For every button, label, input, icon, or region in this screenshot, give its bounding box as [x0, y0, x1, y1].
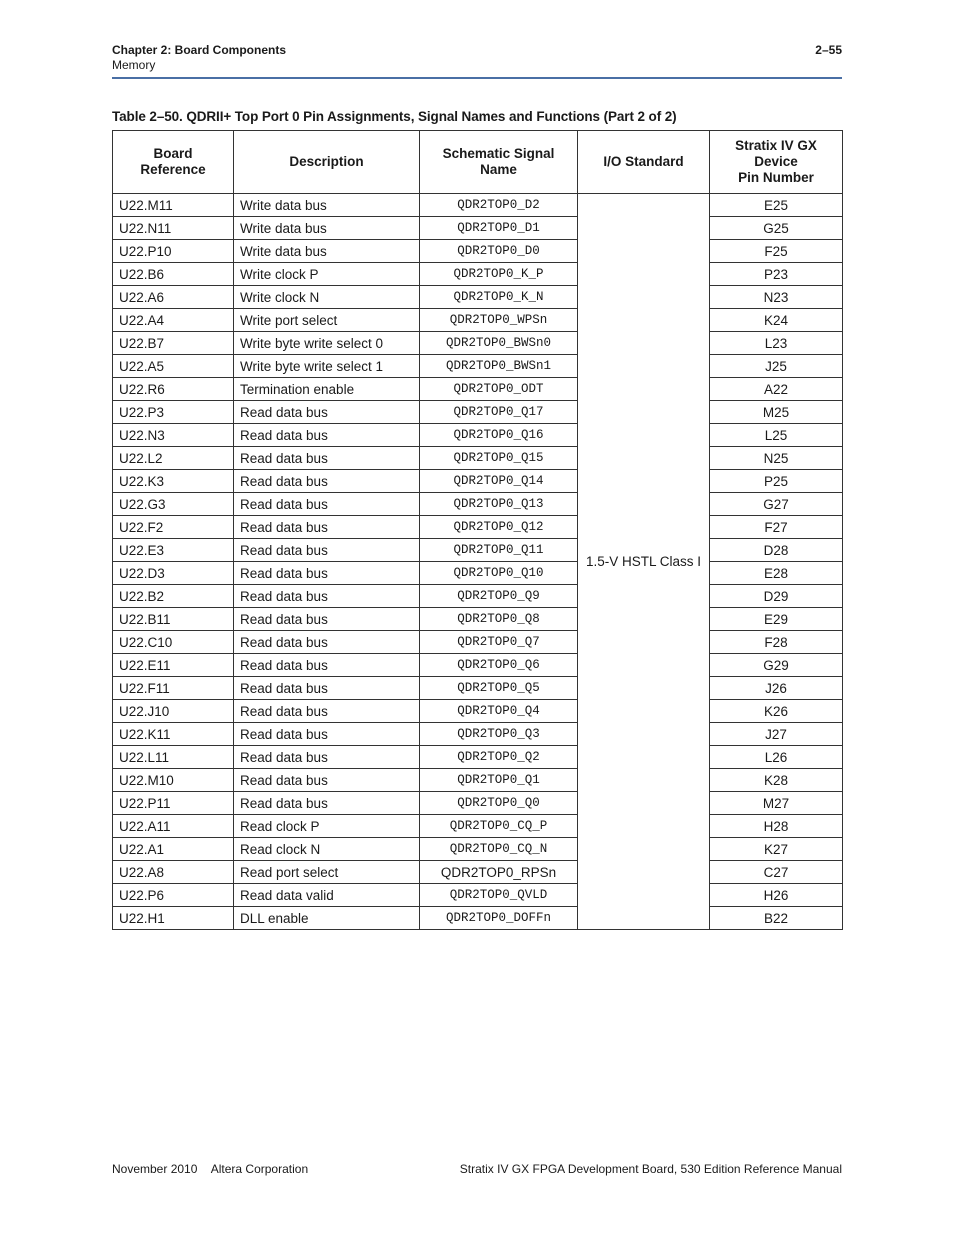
table-row: [113, 240, 843, 263]
board-reference-cell: U22.A1: [113, 838, 234, 861]
signal-name-cell: QDR2TOP0_Q16: [420, 424, 578, 447]
table-row: [113, 608, 843, 631]
table-row: [113, 677, 843, 700]
pin-number-cell: N23: [710, 286, 843, 309]
signal-name-cell: QDR2TOP0_Q10: [420, 562, 578, 585]
signal-name-cell: QDR2TOP0_Q4: [420, 700, 578, 723]
board-reference-cell: U22.P6: [113, 884, 234, 907]
signal-name-cell: QDR2TOP0_Q7: [420, 631, 578, 654]
table-row: [113, 884, 843, 907]
board-reference-cell: U22.K11: [113, 723, 234, 746]
board-reference-cell: U22.N11: [113, 217, 234, 240]
signal-name-cell: QDR2TOP0_D1: [420, 217, 578, 240]
signal-name-cell: QDR2TOP0_BWSn1: [420, 355, 578, 378]
col-header-schematic-signal: Schematic Signal Name: [420, 131, 578, 194]
col-header-description: Description: [234, 131, 420, 194]
board-reference-cell: U22.L2: [113, 447, 234, 470]
description-cell: Read data bus: [234, 447, 420, 470]
signal-name-cell: QDR2TOP0_D0: [420, 240, 578, 263]
description-cell: Read data bus: [234, 401, 420, 424]
board-reference-cell: U22.B11: [113, 608, 234, 631]
signal-name-cell: QDR2TOP0_K_N: [420, 286, 578, 309]
signal-name-cell: QDR2TOP0_Q2: [420, 746, 578, 769]
table-row: [113, 792, 843, 815]
signal-name-cell: QDR2TOP0_K_P: [420, 263, 578, 286]
board-reference-cell: U22.P10: [113, 240, 234, 263]
description-cell: Read data bus: [234, 585, 420, 608]
pin-number-cell: M27: [710, 792, 843, 815]
pin-number-cell: L26: [710, 746, 843, 769]
description-cell: Read clock N: [234, 838, 420, 861]
pin-assignment-table: [112, 130, 843, 930]
table-row: [113, 631, 843, 654]
signal-name-cell: QDR2TOP0_CQ_P: [420, 815, 578, 838]
description-cell: Read data bus: [234, 677, 420, 700]
description-cell: Read data bus: [234, 700, 420, 723]
board-reference-cell: U22.A5: [113, 355, 234, 378]
signal-name-cell: QDR2TOP0_Q0: [420, 792, 578, 815]
pin-number-cell: L25: [710, 424, 843, 447]
table-row: [113, 332, 843, 355]
signal-name-cell: QDR2TOP0_Q3: [420, 723, 578, 746]
pin-number-cell: K28: [710, 769, 843, 792]
pin-number-cell: K26: [710, 700, 843, 723]
table-row: [113, 401, 843, 424]
description-cell: Read data bus: [234, 746, 420, 769]
description-cell: Read port select: [234, 861, 420, 884]
pin-header-line: Pin Number: [738, 170, 814, 185]
signal-name-cell: QDR2TOP0_D2: [420, 194, 578, 217]
board-reference-cell: U22.N3: [113, 424, 234, 447]
description-cell: Read data bus: [234, 516, 420, 539]
pin-number-cell: F27: [710, 516, 843, 539]
board-reference-cell: U22.C10: [113, 631, 234, 654]
board-reference-cell: U22.A8: [113, 861, 234, 884]
signal-name-cell: QDR2TOP0_QVLD: [420, 884, 578, 907]
table-row: [113, 815, 843, 838]
table-row: [113, 447, 843, 470]
board-reference-cell: U22.B6: [113, 263, 234, 286]
section-title: Memory: [112, 58, 156, 72]
table-row: [113, 355, 843, 378]
pin-number-cell: G25: [710, 217, 843, 240]
table-body: [113, 194, 843, 930]
board-reference-cell: U22.P3: [113, 401, 234, 424]
pin-number-cell: D28: [710, 539, 843, 562]
board-reference-cell: U22.A4: [113, 309, 234, 332]
description-cell: Read data bus: [234, 539, 420, 562]
table-row: [113, 585, 843, 608]
table-row: [113, 424, 843, 447]
board-reference-cell: U22.R6: [113, 378, 234, 401]
signal-name-cell: QDR2TOP0_Q14: [420, 470, 578, 493]
description-cell: Read clock P: [234, 815, 420, 838]
signal-name-cell: QDR2TOP0_Q6: [420, 654, 578, 677]
description-cell: Read data bus: [234, 631, 420, 654]
table-row: [113, 217, 843, 240]
signal-name-cell: QDR2TOP0_RPSn: [420, 861, 578, 884]
pin-header-line: Stratix IV GX: [735, 138, 817, 153]
description-cell: Write data bus: [234, 194, 420, 217]
signal-name-cell: QDR2TOP0_DOFFn: [420, 907, 578, 930]
table-header-row: [113, 131, 843, 194]
board-reference-cell: U22.L11: [113, 746, 234, 769]
description-cell: Termination enable: [234, 378, 420, 401]
table-row: [113, 562, 843, 585]
description-cell: Read data bus: [234, 470, 420, 493]
pin-number-cell: J27: [710, 723, 843, 746]
signal-name-cell: QDR2TOP0_Q8: [420, 608, 578, 631]
description-cell: Write clock P: [234, 263, 420, 286]
table-row: [113, 907, 843, 930]
board-reference-cell: U22.A11: [113, 815, 234, 838]
pin-number-cell: M25: [710, 401, 843, 424]
description-cell: Read data bus: [234, 769, 420, 792]
signal-name-cell: QDR2TOP0_BWSn0: [420, 332, 578, 355]
table-row: [113, 746, 843, 769]
description-cell: Read data bus: [234, 424, 420, 447]
pin-number-cell: B22: [710, 907, 843, 930]
board-reference-cell: U22.A6: [113, 286, 234, 309]
table-row: [113, 700, 843, 723]
footer-company: Altera Corporation: [210, 1162, 309, 1176]
footer-date: November 2010: [112, 1162, 198, 1176]
board-reference-cell: U22.J10: [113, 700, 234, 723]
signal-name-cell: QDR2TOP0_Q12: [420, 516, 578, 539]
description-cell: Read data bus: [234, 608, 420, 631]
board-reference-cell: U22.B7: [113, 332, 234, 355]
description-cell: Read data valid: [234, 884, 420, 907]
table-row: [113, 654, 843, 677]
table-row: [113, 861, 843, 884]
footer-left: [112, 1162, 308, 1176]
pin-number-cell: P25: [710, 470, 843, 493]
board-reference-cell: U22.E11: [113, 654, 234, 677]
col-header-pin-number: [710, 131, 843, 194]
board-reference-cell: U22.B2: [113, 585, 234, 608]
description-cell: Read data bus: [234, 562, 420, 585]
table-row: [113, 723, 843, 746]
pin-number-cell: D29: [710, 585, 843, 608]
pin-number-cell: F28: [710, 631, 843, 654]
table-row: [113, 516, 843, 539]
signal-name-cell: QDR2TOP0_Q5: [420, 677, 578, 700]
description-cell: Write byte write select 1: [234, 355, 420, 378]
description-cell: Write port select: [234, 309, 420, 332]
description-cell: Read data bus: [234, 792, 420, 815]
board-reference-cell: U22.P11: [113, 792, 234, 815]
pin-number-cell: G27: [710, 493, 843, 516]
pin-number-cell: C27: [710, 861, 843, 884]
table-row: [113, 263, 843, 286]
table-row: [113, 539, 843, 562]
pin-header-line: Device: [754, 154, 798, 169]
pin-number-cell: H28: [710, 815, 843, 838]
board-reference-cell: U22.D3: [113, 562, 234, 585]
table-row: [113, 838, 843, 861]
signal-name-cell: QDR2TOP0_Q9: [420, 585, 578, 608]
table-row: [113, 194, 843, 217]
signal-name-cell: QDR2TOP0_Q15: [420, 447, 578, 470]
description-cell: Write clock N: [234, 286, 420, 309]
pin-number-cell: P23: [710, 263, 843, 286]
board-reference-cell: U22.M11: [113, 194, 234, 217]
pin-number-cell: K27: [710, 838, 843, 861]
signal-name-cell: QDR2TOP0_ODT: [420, 378, 578, 401]
col-header-board-reference: Board Reference: [113, 131, 234, 194]
table-row: [113, 309, 843, 332]
signal-name-cell: QDR2TOP0_WPSn: [420, 309, 578, 332]
pin-number-cell: F25: [710, 240, 843, 263]
signal-name-cell: QDR2TOP0_CQ_N: [420, 838, 578, 861]
signal-name-cell: QDR2TOP0_Q17: [420, 401, 578, 424]
board-reference-cell: U22.H1: [113, 907, 234, 930]
pin-number-cell: H26: [710, 884, 843, 907]
signal-name-cell: QDR2TOP0_Q13: [420, 493, 578, 516]
pin-number-cell: J26: [710, 677, 843, 700]
chapter-title: Chapter 2: Board Components: [112, 43, 287, 57]
pin-number-cell: N25: [710, 447, 843, 470]
description-cell: Read data bus: [234, 654, 420, 677]
board-reference-cell: U22.F2: [113, 516, 234, 539]
pin-number-cell: E25: [710, 194, 843, 217]
pin-number-cell: G29: [710, 654, 843, 677]
table-row: [113, 470, 843, 493]
io-standard-cell: 1.5-V HSTL Class I: [578, 194, 710, 930]
pin-number-cell: E28: [710, 562, 843, 585]
signal-name-cell: QDR2TOP0_Q11: [420, 539, 578, 562]
page-number: 2–55: [815, 43, 842, 57]
description-cell: DLL enable: [234, 907, 420, 930]
signal-name-cell: QDR2TOP0_Q1: [420, 769, 578, 792]
running-header: [112, 43, 286, 73]
pin-number-cell: J25: [710, 355, 843, 378]
footer-manual-title: Stratix IV GX FPGA Development Board, 530 Edition Reference Manual: [459, 1162, 842, 1176]
board-reference-cell: U22.K3: [113, 470, 234, 493]
board-reference-cell: U22.G3: [113, 493, 234, 516]
description-cell: Write data bus: [234, 240, 420, 263]
board-reference-cell: U22.E3: [113, 539, 234, 562]
description-cell: Write byte write select 0: [234, 332, 420, 355]
board-reference-cell: U22.M10: [113, 769, 234, 792]
board-reference-cell: U22.F11: [113, 677, 234, 700]
pin-number-cell: A22: [710, 378, 843, 401]
table-row: [113, 378, 843, 401]
pin-number-cell: K24: [710, 309, 843, 332]
pin-number-cell: L23: [710, 332, 843, 355]
col-header-io-standard: I/O Standard: [578, 131, 710, 194]
table-row: [113, 286, 843, 309]
pin-number-cell: E29: [710, 608, 843, 631]
table-row: [113, 493, 843, 516]
table-caption: Table 2–50. QDRII+ Top Port 0 Pin Assignments, Signal Names and Functions (Part 2 of 2): [112, 109, 677, 124]
table-row: [113, 769, 843, 792]
description-cell: Write data bus: [234, 217, 420, 240]
header-rule: [112, 77, 842, 79]
description-cell: Read data bus: [234, 723, 420, 746]
description-cell: Read data bus: [234, 493, 420, 516]
